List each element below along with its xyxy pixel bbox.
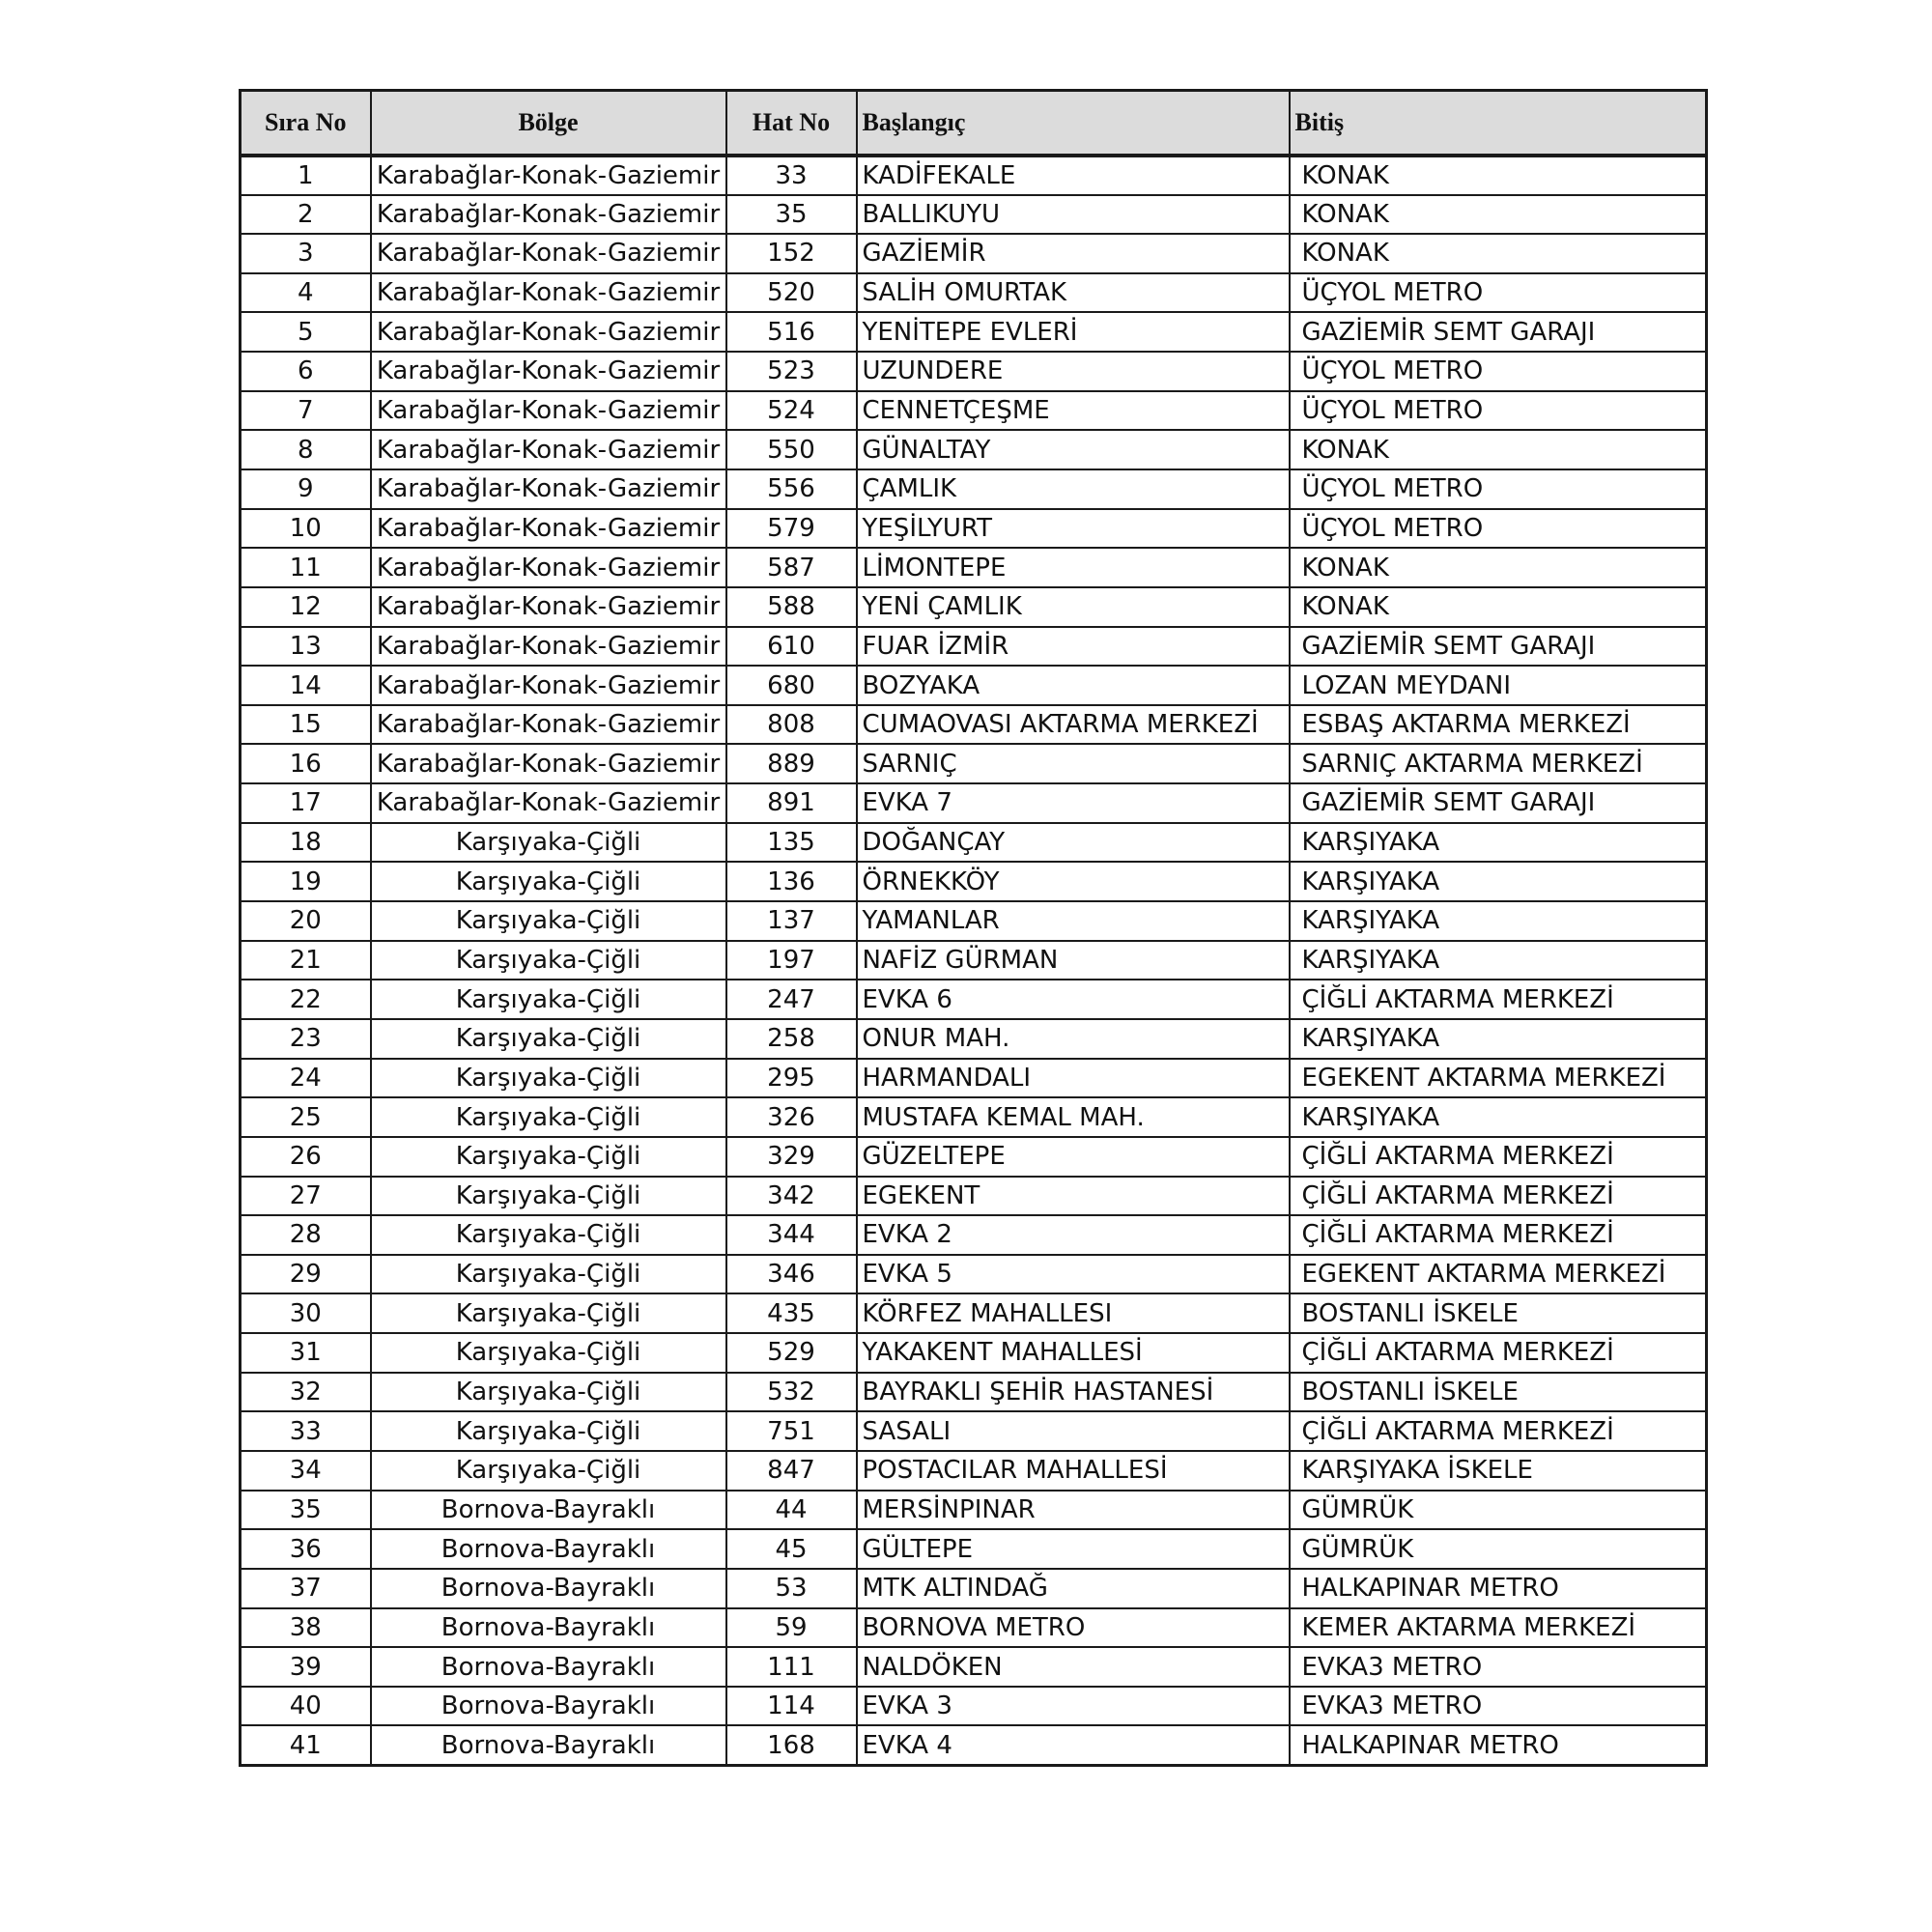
table-row (241, 234, 1707, 273)
table-row (241, 980, 1707, 1019)
cell-hat-no: 889 (726, 744, 857, 783)
cell-sira-no: 13 (241, 627, 371, 667)
table-row (241, 1215, 1707, 1255)
table-row (241, 783, 1707, 823)
cell-hat-no: 579 (726, 509, 857, 549)
cell-bitis: KEMER AKTARMA MERKEZİ (1290, 1608, 1707, 1648)
cell-baslangic: EVKA 2 (857, 1215, 1290, 1255)
cell-bitis: ESBAŞ AKTARMA MERKEZİ (1290, 705, 1707, 745)
table-row (241, 627, 1707, 667)
table-row (241, 823, 1707, 863)
cell-bolge: Bornova-Bayraklı (371, 1569, 726, 1608)
cell-sira-no: 11 (241, 548, 371, 587)
cell-sira-no: 24 (241, 1059, 371, 1098)
cell-bitis: KONAK (1290, 234, 1707, 273)
cell-baslangic: SASALI (857, 1411, 1290, 1451)
cell-bolge: Karşıyaka-Çiğli (371, 1411, 726, 1451)
cell-sira-no: 18 (241, 823, 371, 863)
cell-hat-no: 523 (726, 352, 857, 391)
table-row (241, 1137, 1707, 1177)
cell-hat-no: 35 (726, 195, 857, 235)
cell-sira-no: 40 (241, 1687, 371, 1726)
cell-bolge: Karşıyaka-Çiğli (371, 1373, 726, 1412)
cell-hat-no: 247 (726, 980, 857, 1019)
cell-hat-no: 197 (726, 941, 857, 980)
cell-hat-no: 137 (726, 901, 857, 941)
table-row (241, 705, 1707, 745)
cell-baslangic: LİMONTEPE (857, 548, 1290, 587)
cell-hat-no: 556 (726, 469, 857, 509)
cell-bolge: Karabağlar-Konak-Gaziemir (371, 273, 726, 313)
cell-bitis: EVKA3 METRO (1290, 1687, 1707, 1726)
cell-bitis: GAZİEMİR SEMT GARAJI (1290, 312, 1707, 352)
cell-hat-no: 610 (726, 627, 857, 667)
table-header (241, 91, 1707, 156)
cell-baslangic: EGEKENT (857, 1177, 1290, 1216)
table-row (241, 1451, 1707, 1491)
cell-bolge: Karabağlar-Konak-Gaziemir (371, 666, 726, 705)
cell-bitis: KARŞIYAKA (1290, 823, 1707, 863)
cell-hat-no: 114 (726, 1687, 857, 1726)
cell-baslangic: NALDÖKEN (857, 1647, 1290, 1687)
cell-hat-no: 342 (726, 1177, 857, 1216)
cell-bitis: ÇİĞLİ AKTARMA MERKEZİ (1290, 1411, 1707, 1451)
cell-bitis: HALKAPINAR METRO (1290, 1725, 1707, 1765)
cell-bolge: Karşıyaka-Çiğli (371, 1097, 726, 1137)
cell-sira-no: 12 (241, 587, 371, 627)
cell-bolge: Karabağlar-Konak-Gaziemir (371, 430, 726, 469)
table-row (241, 352, 1707, 391)
cell-baslangic: NAFİZ GÜRMAN (857, 941, 1290, 980)
cell-bitis: KONAK (1290, 195, 1707, 235)
cell-sira-no: 27 (241, 1177, 371, 1216)
cell-baslangic: MERSİNPINAR (857, 1491, 1290, 1530)
table-row (241, 1725, 1707, 1765)
cell-bitis: KARŞIYAKA (1290, 862, 1707, 901)
cell-baslangic: DOĞANÇAY (857, 823, 1290, 863)
cell-hat-no: 435 (726, 1293, 857, 1333)
route-table (239, 89, 1708, 1767)
cell-bolge: Bornova-Bayraklı (371, 1529, 726, 1569)
table-row (241, 430, 1707, 469)
cell-baslangic: EVKA 4 (857, 1725, 1290, 1765)
cell-bolge: Karşıyaka-Çiğli (371, 980, 726, 1019)
cell-bitis: GÜMRÜK (1290, 1529, 1707, 1569)
cell-bitis: GAZİEMİR SEMT GARAJI (1290, 783, 1707, 823)
cell-baslangic: MUSTAFA KEMAL MAH. (857, 1097, 1290, 1137)
table-row (241, 1059, 1707, 1098)
cell-bitis: EGEKENT AKTARMA MERKEZİ (1290, 1255, 1707, 1294)
cell-bolge: Karabağlar-Konak-Gaziemir (371, 352, 726, 391)
cell-bolge: Karabağlar-Konak-Gaziemir (371, 156, 726, 195)
cell-baslangic: ÇAMLIK (857, 469, 1290, 509)
cell-baslangic: EVKA 6 (857, 980, 1290, 1019)
cell-sira-no: 26 (241, 1137, 371, 1177)
cell-sira-no: 2 (241, 195, 371, 235)
cell-sira-no: 29 (241, 1255, 371, 1294)
cell-bitis: BOSTANLI İSKELE (1290, 1293, 1707, 1333)
cell-bolge: Karşıyaka-Çiğli (371, 1293, 726, 1333)
cell-bolge: Karabağlar-Konak-Gaziemir (371, 312, 726, 352)
cell-sira-no: 5 (241, 312, 371, 352)
cell-sira-no: 35 (241, 1491, 371, 1530)
cell-bolge: Karşıyaka-Çiğli (371, 1215, 726, 1255)
cell-hat-no: 33 (726, 156, 857, 195)
cell-baslangic: ONUR MAH. (857, 1019, 1290, 1059)
cell-hat-no: 847 (726, 1451, 857, 1491)
cell-baslangic: SALİH OMURTAK (857, 273, 1290, 313)
cell-bitis: LOZAN MEYDANI (1290, 666, 1707, 705)
cell-hat-no: 344 (726, 1215, 857, 1255)
table-row (241, 941, 1707, 980)
cell-bitis: ÜÇYOL METRO (1290, 509, 1707, 549)
cell-sira-no: 32 (241, 1373, 371, 1412)
header-bolge: Bölge (371, 91, 726, 156)
cell-sira-no: 23 (241, 1019, 371, 1059)
cell-hat-no: 808 (726, 705, 857, 745)
cell-baslangic: YENİTEPE EVLERİ (857, 312, 1290, 352)
cell-baslangic: MTK ALTINDAĞ (857, 1569, 1290, 1608)
cell-baslangic: BORNOVA METRO (857, 1608, 1290, 1648)
cell-sira-no: 39 (241, 1647, 371, 1687)
table-row (241, 1177, 1707, 1216)
cell-bolge: Karşıyaka-Çiğli (371, 941, 726, 980)
cell-baslangic: CENNETÇEŞME (857, 391, 1290, 431)
cell-sira-no: 3 (241, 234, 371, 273)
cell-baslangic: GAZİEMİR (857, 234, 1290, 273)
table-row (241, 1373, 1707, 1412)
cell-sira-no: 22 (241, 980, 371, 1019)
cell-bitis: ÇİĞLİ AKTARMA MERKEZİ (1290, 980, 1707, 1019)
cell-bitis: SARNIÇ AKTARMA MERKEZİ (1290, 744, 1707, 783)
cell-baslangic: YENİ ÇAMLIK (857, 587, 1290, 627)
cell-hat-no: 258 (726, 1019, 857, 1059)
cell-sira-no: 10 (241, 509, 371, 549)
cell-sira-no: 9 (241, 469, 371, 509)
table-row (241, 312, 1707, 352)
cell-bitis: GAZİEMİR SEMT GARAJI (1290, 627, 1707, 667)
table-row (241, 1411, 1707, 1451)
cell-sira-no: 8 (241, 430, 371, 469)
cell-hat-no: 135 (726, 823, 857, 863)
cell-bitis: BOSTANLI İSKELE (1290, 1373, 1707, 1412)
cell-hat-no: 550 (726, 430, 857, 469)
cell-bitis: KARŞIYAKA İSKELE (1290, 1451, 1707, 1491)
header-sira-no: Sıra No (241, 91, 371, 156)
cell-bitis: KONAK (1290, 587, 1707, 627)
table-row (241, 587, 1707, 627)
table-row (241, 156, 1707, 195)
cell-hat-no: 136 (726, 862, 857, 901)
cell-sira-no: 25 (241, 1097, 371, 1137)
header-hat-no: Hat No (726, 91, 857, 156)
table-row (241, 1529, 1707, 1569)
cell-bitis: ÇİĞLİ AKTARMA MERKEZİ (1290, 1137, 1707, 1177)
cell-bitis: KONAK (1290, 430, 1707, 469)
cell-bolge: Karşıyaka-Çiğli (371, 1451, 726, 1491)
cell-sira-no: 14 (241, 666, 371, 705)
cell-baslangic: POSTACILAR MAHALLESİ (857, 1451, 1290, 1491)
cell-bolge: Bornova-Bayraklı (371, 1608, 726, 1648)
cell-baslangic: BAYRAKLI ŞEHİR HASTANESİ (857, 1373, 1290, 1412)
cell-hat-no: 587 (726, 548, 857, 587)
cell-baslangic: BOZYAKA (857, 666, 1290, 705)
cell-bitis: ÇİĞLİ AKTARMA MERKEZİ (1290, 1333, 1707, 1373)
cell-sira-no: 31 (241, 1333, 371, 1373)
cell-bolge: Karşıyaka-Çiğli (371, 862, 726, 901)
cell-baslangic: FUAR İZMİR (857, 627, 1290, 667)
cell-bitis: KARŞIYAKA (1290, 941, 1707, 980)
cell-bolge: Karabağlar-Konak-Gaziemir (371, 548, 726, 587)
cell-bitis: EGEKENT AKTARMA MERKEZİ (1290, 1059, 1707, 1098)
table-row (241, 1255, 1707, 1294)
cell-bolge: Karşıyaka-Çiğli (371, 1137, 726, 1177)
table-row (241, 666, 1707, 705)
cell-bitis: EVKA3 METRO (1290, 1647, 1707, 1687)
table-row (241, 391, 1707, 431)
cell-baslangic: BALLIKUYU (857, 195, 1290, 235)
cell-sira-no: 38 (241, 1608, 371, 1648)
cell-bitis: ÇİĞLİ AKTARMA MERKEZİ (1290, 1215, 1707, 1255)
cell-bitis: KARŞIYAKA (1290, 1097, 1707, 1137)
cell-sira-no: 6 (241, 352, 371, 391)
cell-baslangic: YEŞİLYURT (857, 509, 1290, 549)
cell-baslangic: EVKA 5 (857, 1255, 1290, 1294)
cell-bitis: KONAK (1290, 156, 1707, 195)
cell-hat-no: 532 (726, 1373, 857, 1412)
cell-sira-no: 4 (241, 273, 371, 313)
table-row (241, 273, 1707, 313)
cell-hat-no: 329 (726, 1137, 857, 1177)
cell-bolge: Bornova-Bayraklı (371, 1647, 726, 1687)
table-row (241, 1293, 1707, 1333)
cell-bolge: Karşıyaka-Çiğli (371, 1177, 726, 1216)
cell-hat-no: 45 (726, 1529, 857, 1569)
cell-bolge: Karşıyaka-Çiğli (371, 1333, 726, 1373)
cell-bitis: ÇİĞLİ AKTARMA MERKEZİ (1290, 1177, 1707, 1216)
table-row (241, 1687, 1707, 1726)
cell-hat-no: 529 (726, 1333, 857, 1373)
cell-hat-no: 59 (726, 1608, 857, 1648)
cell-bolge: Karabağlar-Konak-Gaziemir (371, 195, 726, 235)
cell-bitis: ÜÇYOL METRO (1290, 352, 1707, 391)
cell-sira-no: 36 (241, 1529, 371, 1569)
table-row (241, 469, 1707, 509)
cell-bolge: Karşıyaka-Çiğli (371, 1255, 726, 1294)
cell-sira-no: 33 (241, 1411, 371, 1451)
cell-sira-no: 16 (241, 744, 371, 783)
table-row (241, 901, 1707, 941)
cell-bolge: Bornova-Bayraklı (371, 1687, 726, 1726)
cell-sira-no: 7 (241, 391, 371, 431)
cell-bolge: Karabağlar-Konak-Gaziemir (371, 627, 726, 667)
cell-baslangic: CUMAOVASI AKTARMA MERKEZİ (857, 705, 1290, 745)
header-bitis: Bitiş (1290, 91, 1707, 156)
cell-baslangic: KÖRFEZ MAHALLESI (857, 1293, 1290, 1333)
cell-hat-no: 152 (726, 234, 857, 273)
cell-bolge: Karabağlar-Konak-Gaziemir (371, 587, 726, 627)
cell-bitis: KARŞIYAKA (1290, 901, 1707, 941)
cell-bolge: Bornova-Bayraklı (371, 1725, 726, 1765)
cell-baslangic: KADİFEKALE (857, 156, 1290, 195)
table-row (241, 1097, 1707, 1137)
cell-baslangic: EVKA 7 (857, 783, 1290, 823)
table-row (241, 509, 1707, 549)
cell-hat-no: 524 (726, 391, 857, 431)
cell-hat-no: 111 (726, 1647, 857, 1687)
cell-sira-no: 34 (241, 1451, 371, 1491)
cell-bitis: ÜÇYOL METRO (1290, 273, 1707, 313)
cell-baslangic: EVKA 3 (857, 1687, 1290, 1726)
cell-baslangic: YAKAKENT MAHALLESİ (857, 1333, 1290, 1373)
cell-sira-no: 17 (241, 783, 371, 823)
cell-bolge: Karabağlar-Konak-Gaziemir (371, 705, 726, 745)
cell-sira-no: 30 (241, 1293, 371, 1333)
cell-bolge: Karabağlar-Konak-Gaziemir (371, 509, 726, 549)
cell-hat-no: 891 (726, 783, 857, 823)
table-row (241, 744, 1707, 783)
table-row (241, 1333, 1707, 1373)
cell-sira-no: 15 (241, 705, 371, 745)
cell-bolge: Karabağlar-Konak-Gaziemir (371, 469, 726, 509)
cell-bolge: Bornova-Bayraklı (371, 1491, 726, 1530)
cell-bolge: Karşıyaka-Çiğli (371, 901, 726, 941)
cell-baslangic: GÜNALTAY (857, 430, 1290, 469)
cell-hat-no: 168 (726, 1725, 857, 1765)
cell-bolge: Karşıyaka-Çiğli (371, 1059, 726, 1098)
header-baslangic: Başlangıç (857, 91, 1290, 156)
cell-hat-no: 680 (726, 666, 857, 705)
cell-bolge: Karabağlar-Konak-Gaziemir (371, 783, 726, 823)
cell-sira-no: 41 (241, 1725, 371, 1765)
cell-sira-no: 1 (241, 156, 371, 195)
cell-sira-no: 28 (241, 1215, 371, 1255)
table-row (241, 862, 1707, 901)
cell-bitis: ÜÇYOL METRO (1290, 469, 1707, 509)
cell-sira-no: 21 (241, 941, 371, 980)
cell-bitis: GÜMRÜK (1290, 1491, 1707, 1530)
cell-bitis: KONAK (1290, 548, 1707, 587)
cell-bitis: HALKAPINAR METRO (1290, 1569, 1707, 1608)
cell-hat-no: 44 (726, 1491, 857, 1530)
cell-hat-no: 53 (726, 1569, 857, 1608)
table-row (241, 1019, 1707, 1059)
cell-hat-no: 346 (726, 1255, 857, 1294)
cell-hat-no: 516 (726, 312, 857, 352)
cell-bolge: Karabağlar-Konak-Gaziemir (371, 391, 726, 431)
cell-baslangic: ÖRNEKKÖY (857, 862, 1290, 901)
table-row (241, 1491, 1707, 1530)
cell-hat-no: 326 (726, 1097, 857, 1137)
table-row (241, 548, 1707, 587)
cell-bolge: Karşıyaka-Çiğli (371, 1019, 726, 1059)
cell-baslangic: GÜLTEPE (857, 1529, 1290, 1569)
cell-baslangic: YAMANLAR (857, 901, 1290, 941)
cell-bitis: ÜÇYOL METRO (1290, 391, 1707, 431)
cell-sira-no: 20 (241, 901, 371, 941)
cell-baslangic: SARNIÇ (857, 744, 1290, 783)
cell-hat-no: 295 (726, 1059, 857, 1098)
cell-baslangic: GÜZELTEPE (857, 1137, 1290, 1177)
table-row (241, 195, 1707, 235)
cell-baslangic: HARMANDALI (857, 1059, 1290, 1098)
table-row (241, 1569, 1707, 1608)
cell-hat-no: 520 (726, 273, 857, 313)
cell-bitis: KARŞIYAKA (1290, 1019, 1707, 1059)
cell-hat-no: 588 (726, 587, 857, 627)
cell-bolge: Karabağlar-Konak-Gaziemir (371, 744, 726, 783)
cell-baslangic: UZUNDERE (857, 352, 1290, 391)
cell-sira-no: 37 (241, 1569, 371, 1608)
header-row (241, 91, 1707, 156)
table-row (241, 1647, 1707, 1687)
table-body (241, 156, 1707, 1766)
table-row (241, 1608, 1707, 1648)
cell-sira-no: 19 (241, 862, 371, 901)
cell-hat-no: 751 (726, 1411, 857, 1451)
cell-bolge: Karşıyaka-Çiğli (371, 823, 726, 863)
cell-bolge: Karabağlar-Konak-Gaziemir (371, 234, 726, 273)
